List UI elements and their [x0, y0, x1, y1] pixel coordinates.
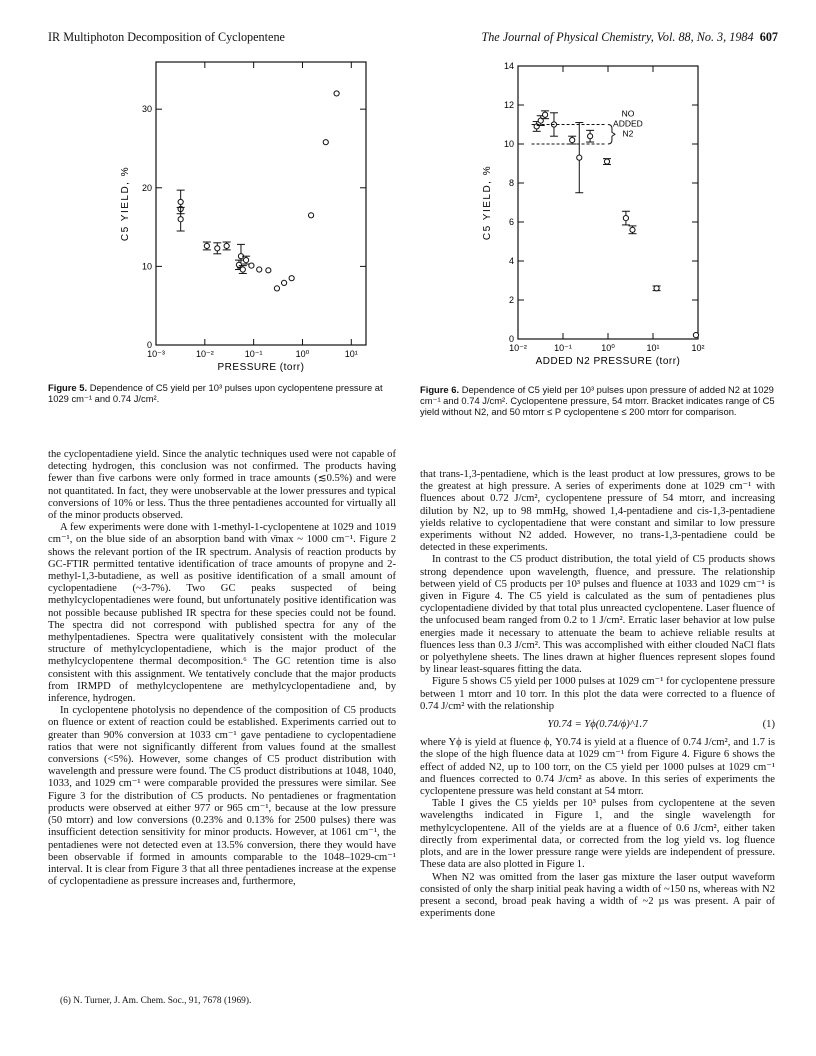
bracket-label: ADDED [613, 118, 643, 129]
data-point [243, 258, 248, 263]
paragraph: the cyclopentadiene yield. Since the analytic techniques used were not capable of detecting hydrogen, this conclusion was not confirmed. The products having fewer than five carbons were only formed in trace amounts (≲0.5%) and were not quantitated. In fact, they were unobservable at the lower pressures and typical conversions of 10% or less. Thus the three pentadienes accounted for virtually all of the minor products observed. [48, 449, 396, 522]
data-point [236, 262, 241, 267]
data-point [587, 134, 592, 139]
y-tick-label: 2 [508, 295, 514, 305]
journal-header [481, 30, 778, 45]
paragraph: Table I gives the C5 yields per 10³ pulses from cyclopentene at the seven wavelengths indicated in Figure 1, and the single wavelength for methylcyclopentene. All of the yields are at a fluence of 0.6 J/cm², either taken directly from experimental data, or corrected from the log yield vs. log fluence plots, and are in the lower pressure range were yields are independent of pressure. These data are also plotted in Figure 1. [420, 798, 775, 871]
x-tick-label: 10⁻² [509, 343, 527, 353]
data-point [281, 280, 286, 285]
x-tick-label: 10⁻¹ [554, 343, 572, 353]
figure-6-caption-label: Figure 6. [420, 384, 460, 395]
y-tick-label: 20 [141, 182, 152, 193]
data-point [178, 217, 183, 222]
data-point [323, 140, 328, 145]
x-tick-label: 10⁰ [601, 343, 615, 353]
data-point [308, 213, 313, 218]
plot-frame [156, 62, 366, 345]
data-point [224, 243, 229, 248]
footnote: (6) N. Turner, J. Am. Chem. Soc., 91, 7678 (1969). [60, 996, 252, 1006]
data-point [623, 216, 628, 221]
figure-6-caption [420, 384, 775, 418]
y-tick-label: 8 [508, 178, 514, 188]
y-tick-label: 10 [503, 139, 514, 149]
x-tick-label: 10⁻¹ [244, 349, 263, 359]
y-tick-label: 10 [141, 261, 152, 272]
x-tick-label: 10⁰ [295, 349, 310, 359]
left-column [48, 449, 396, 888]
x-axis-label: PRESSURE (torr) [217, 362, 305, 373]
y-tick-label: 6 [508, 217, 514, 227]
equation-number: (1) [762, 719, 775, 731]
paragraph: that trans-1,3-pentadiene, which is the least product at low pressures, grows to be the greatest at high pressure. A series of experiments done at 1029 cm⁻¹ with fluences about 0.72 J/cm², cyclopentene pressure of 54 mtorr, and increasing dilution by N2, up to 98 mmHg, showed 1,4-pentadiene and cis-1,3-pentadiene yields relative to cyclopentadiene that were constant and similar to low pressure experiments without N2 added. However, no trans-1,3-pentadiene could be detected in these experiments. [420, 469, 775, 554]
equation-1 [420, 719, 775, 731]
x-tick-label: 10⁻² [195, 349, 214, 359]
running-header: IR Multiphoton Decomposition of Cyclopentene [48, 30, 285, 44]
data-point [215, 246, 220, 251]
data-point [249, 263, 254, 268]
y-tick-label: 12 [503, 100, 514, 110]
y-tick-label: 0 [146, 340, 152, 350]
data-point [604, 159, 609, 164]
x-axis-label: ADDED N2 PRESSURE (torr) [535, 356, 681, 367]
equation-text: Y0.74 = Yϕ(0.74/ϕ)^1.7 [547, 719, 648, 731]
x-tick-label: 10² [691, 343, 705, 353]
x-tick-label: 10⁻³ [147, 349, 165, 359]
journal-name: The Journal of Physical Chemistry, Vol. 88, No. 3, 1984 [481, 30, 754, 44]
data-point [178, 199, 183, 204]
paragraph: Figure 5 shows C5 yield per 1000 pulses at 1029 cm⁻¹ for cyclopentene pressure between 1 mtorr and 10 torr. In this plot the data were corrected to a fluence of 0.74 J/cm² with the relationship [420, 676, 775, 712]
figure-6-caption-text: Dependence of C5 yield per 10³ pulses upon pressure of added N2 at 1029 cm⁻¹ and 0.74 J/cm². Cyclopentene pressure, 54 mtorr. Bracket indicates range of C5 yield without N2, and 50 mtorr ≤ P cyclopentene ≤ 200 mtorr for comparison. [420, 384, 775, 418]
figure-5-caption [48, 382, 396, 404]
data-point [630, 227, 635, 232]
figure-6-chart [460, 48, 760, 388]
right-column [420, 469, 775, 920]
y-axis-label: C5 YIELD, % [482, 164, 493, 241]
y-tick-label: 14 [503, 61, 514, 71]
bracket-label: N2 [622, 128, 634, 139]
data-point [289, 276, 294, 281]
x-tick-label: 10¹ [646, 343, 660, 353]
y-axis-label: C5 YIELD, % [120, 165, 131, 242]
data-point [542, 112, 547, 117]
y-tick-label: 0 [508, 334, 514, 344]
paragraph: where Yϕ is yield at fluence ϕ, Y0.74 is yield at a fluence of 0.74 J/cm², and 1.7 is the slope of the high fluence data at 1029 cm⁻¹ from Figure 4. Figure 6 shows the effect of added N2, up to 100 torr, on the C5 yield per 1000 pulses at 1029 cm⁻¹ and fluences corrected to 0.74 J/cm² as above. In this series of experiments the cyclopentene pressure was held constant at 54 mtorr. [420, 737, 775, 798]
data-point [570, 138, 575, 143]
data-point [274, 286, 279, 291]
paragraph: In cyclopentene photolysis no dependence of the composition of C5 products on fluence or extent of reaction could be established. Experiments carried out to greater than 90% conversion at 1033 cm⁻¹ gave pentadiene to cyclopentadiene ratios that were not significantly different from values found at the smallest conversions (<5%). However, some changes of C5 product distribution with wavelength and pressure were found. The C5 product distributions at 1048, 1040, 1033, and 1029 cm⁻¹ were comparable provided the pressures were similar. See Figure 3 for the distribution of C5 products. No pentadienes or fragmentation products were observed at either 977 or 965 cm⁻¹, because at the low pressure (50 mtorr) and low conversions (0.23% and 0.13% for 2500 pulses) there was insufficient detection sensitivity for minor products. However, at 1061 cm⁻¹, the pentadienes were not detected even at 13.5% conversion, there they would have been observable if formed in amounts comparable to the 1048–1029-cm⁻¹ interval. It is clear from Figure 3 that all three pentadienes increase at the expense of cyclopentadiene as pressure increases and, furthermore, [48, 705, 396, 888]
plot-frame [518, 66, 698, 339]
figure-5-caption-text: Dependence of C5 yield per 10³ pulses upon cyclopentene pressure at 1029 cm⁻¹ and 0.74 J/cm². [48, 382, 383, 405]
data-point [240, 267, 245, 272]
y-tick-label: 30 [141, 104, 152, 115]
data-point [654, 286, 659, 291]
paragraph: A few experiments were done with 1-methyl-1-cyclopentene at 1029 and 1019 cm⁻¹, on the blue side of an absorption band with ν̄max ~ 1000 cm⁻¹. Figure 2 shows the relevant portion of the IR spectrum. Analysis of reaction products by GC-FTIR permitted tentative identification of trace amounts of propyne and 2-methyl-1,3-butadiene, as well as positive identification of a small amount of cyclopentadiene (~3-7%). Two GC peaks suspected of being methylcyclopentadienes were found, but unfortunately positive identification was not possible because published IR spectra for these species could not be found. The spectra did not correspond with published spectra for any of the methylpentadienes. Spectra were qualitatively consistent with the molecular structure of methylcyclopentadiene, which is the major product of the methylcyclopentene thermal decomposition.⁶ The GC retention time is also consistent with this assignment. We tentatively conclude that the major products from IRMPD of methylcyclopentene are methylcyclopentadiene and, by inference, hydrogen. [48, 522, 396, 705]
figure-5-caption-label: Figure 5. [48, 382, 88, 393]
data-point [693, 333, 698, 338]
data-point [577, 155, 582, 160]
data-point [204, 243, 209, 248]
data-point [334, 91, 339, 96]
data-point [257, 267, 262, 272]
x-tick-label: 10¹ [344, 349, 358, 359]
bracket-label: NO [621, 108, 635, 119]
paragraph: In contrast to the C5 product distribution, the total yield of C5 products shows strong dependence upon wavelength, fluence, and pressure. The relationship between yield of C5 products per 10³ pulses and fluence at 1033 and 1029 cm⁻¹ is given in Figure 4. The C5 yield is calculated as the sum of pentadienes plus cyclopentadiene divided by that total plus unreacted cyclopentene. Laser fluence of the unfocused beam ranged from 0.2 to 1 J/cm². Erratic laser behavior at low pulse energies made it necessary to attenuate the beam to achieve reliable results at fluences less than 0.3 J/cm². This was accomplished with either clouded NaCl flats or polyethylene sheets. The lines drawn at higher fluences represent slopes found by linear least-squares fitting the data. [420, 554, 775, 676]
figure-5-chart [48, 48, 408, 378]
page-number: 607 [759, 30, 778, 44]
y-tick-label: 4 [508, 256, 514, 266]
data-point [266, 268, 271, 273]
paragraph: When N2 was omitted from the laser gas mixture the laser output waveform consisted of only the sharp initial peak having a width of ~150 ns, whereas with N2 present a second, broad peak having a width of ~2 µs was present. A pair of experiments done [420, 871, 775, 920]
